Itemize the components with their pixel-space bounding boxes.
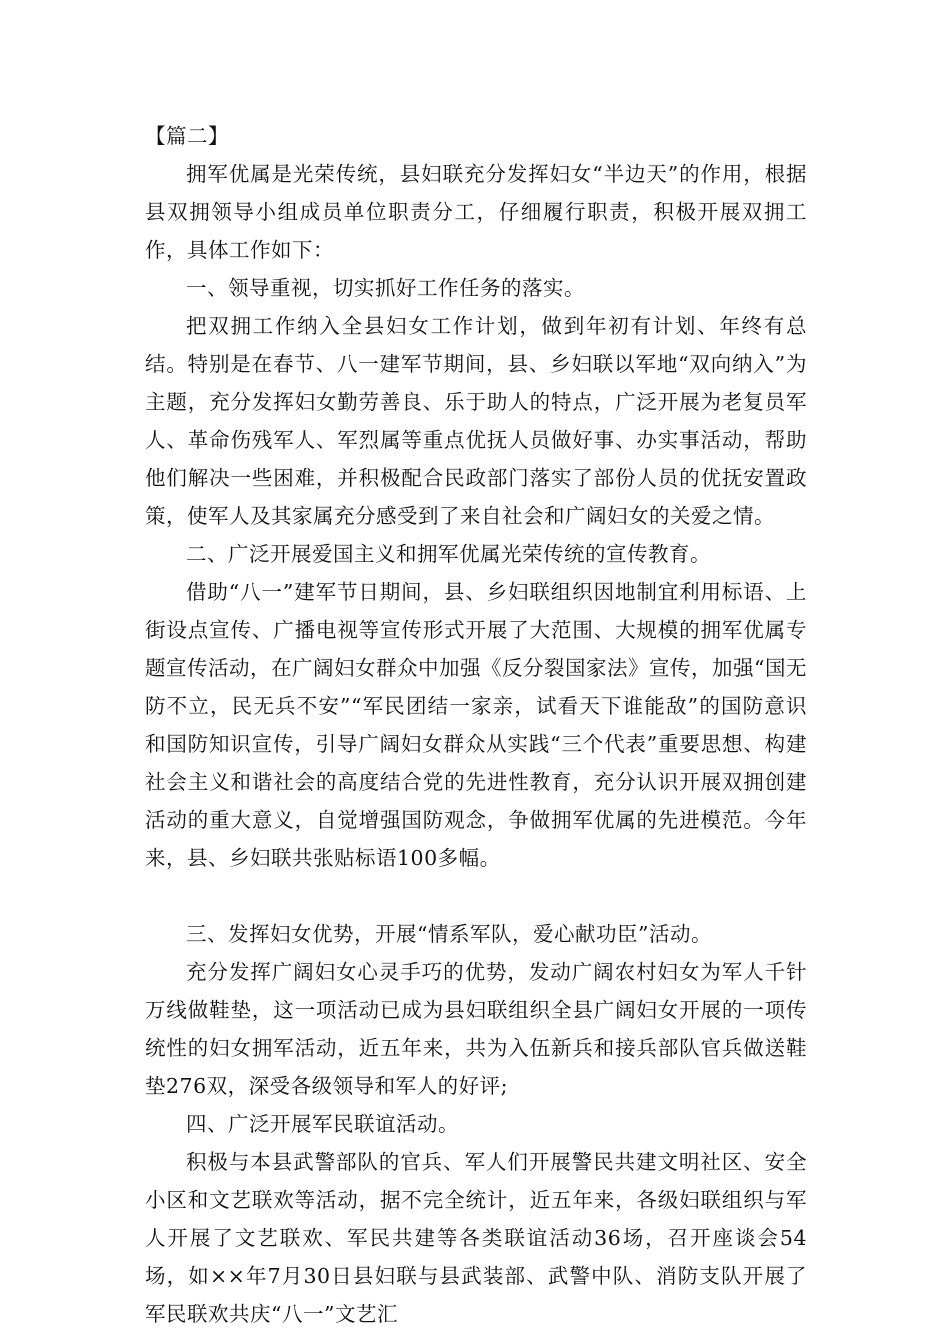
section-heading: 【篇二】 (145, 124, 229, 148)
section-body-2: 借助“八一”建军节日期间，县、乡妇联组织因地制宜利用标语、上街设点宣传、广播电视等宣传形式开展了大范围、大规模的拥军优属专题宣传活动，在广阔妇女群众中加强《反分裂国家法》宣传，加强“国无防不立，民无兵不安”“军民团结一家亲，试看天下谁能敌”的国防意识和国防知识宣传，引导广阔妇女群众从实践“三个代表”重要思想、构建社会主义和谐社会的高度结合党的先进性教育，充分认识开展双拥创建活动的重大意义，自觉增强国防观念，争做拥军优属的先进模范。今年来，县、乡妇联共张贴标语100多幅。 (145, 580, 807, 870)
section-title-3: 三、发挥妇女优势，开展“情系军队，爱心献功臣”活动。 (186, 922, 712, 946)
blank-line (145, 877, 807, 915)
section-body-3: 充分发挥广阔妇女心灵手巧的优势，发动广阔农村妇女为军人千针万线做鞋垫，这一项活动已成为县妇联组织全县广阔妇女开展的一项传统性的妇女拥军活动，近五年来，共为入伍新兵和接兵部队官兵做送鞋垫276双，深受各级领导和军人的好评; (145, 960, 807, 1098)
section-title-2: 二、广泛开展爱国主义和拥军优属光荣传统的宣传教育。 (186, 542, 711, 566)
section-body-1: 把双拥工作纳入全县妇女工作计划，做到年初有计划、年终有总结。特别是在春节、八一建军节期间，县、乡妇联以军地“双向纳入”为主题，充分发挥妇女勤劳善良、乐于助人的特点，广泛开展为老复员军人、革命伤残军人、军烈属等重点优抚人员做好事、办实事活动，帮助他们解决一些困难，并积极配合民政部门落实了部份人员的优抚安置政策，使军人及其家属充分感受到了来自社会和广阔妇女的关爱之情。 (145, 314, 807, 528)
section-body-4: 积极与本县武警部队的官兵、军人们开展警民共建文明社区、安全小区和文艺联欢等活动，据不完全统计，近五年来，各级妇联组织与军人开展了文艺联欢、军民共建等各类联谊活动36场，召开座谈会54场，如××年7月30日县妇联与县武装部、武警中队、消防支队开展了军民联欢共庆“八一”文艺汇 (145, 1150, 807, 1326)
section-title-4: 四、广泛开展军民联谊活动。 (186, 1112, 459, 1136)
intro-paragraph: 拥军优属是光荣传统，县妇联充分发挥妇女“半边天”的作用，根据县双拥领导小组成员单位职责分工，仔细履行职责，积极开展双拥工作，具体工作如下： (145, 162, 807, 262)
section-title-1: 一、领导重视，切实抓好工作任务的落实。 (186, 276, 585, 300)
document-page (145, 117, 807, 1333)
